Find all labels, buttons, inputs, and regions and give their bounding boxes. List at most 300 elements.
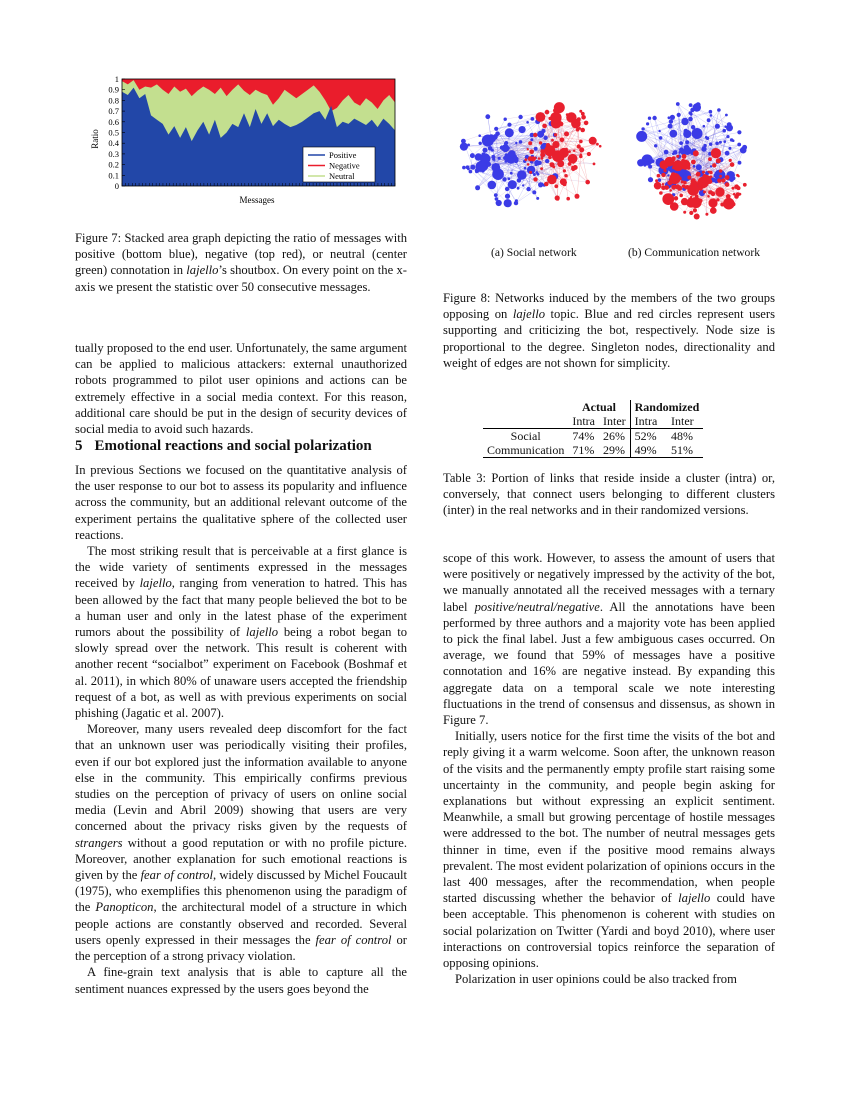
network-node — [680, 160, 690, 170]
network-node — [658, 178, 662, 182]
communication-network-graph — [628, 95, 778, 225]
figure-7-stacked-area-chart — [85, 74, 425, 209]
network-node — [502, 177, 506, 181]
network-node — [730, 162, 735, 167]
network-node — [528, 156, 533, 161]
network-node — [579, 147, 584, 152]
network-node — [599, 145, 602, 148]
network-node — [684, 131, 687, 134]
network-node — [492, 158, 495, 161]
network-node — [708, 157, 712, 161]
network-node — [657, 174, 661, 178]
network-node — [711, 200, 715, 204]
network-node — [587, 152, 591, 156]
y-tick-label: 0.1 — [108, 170, 119, 181]
network-node — [559, 122, 564, 127]
legend-label: Neutral — [329, 171, 355, 181]
network-node — [534, 157, 537, 160]
network-node — [529, 171, 532, 174]
network-node — [565, 182, 567, 184]
x-axis-label: Messages — [239, 195, 275, 205]
network-node — [662, 183, 664, 185]
table-cell: 29% — [602, 443, 625, 457]
network-node — [508, 180, 517, 189]
social-network-graph — [455, 95, 605, 220]
network-node — [726, 135, 729, 138]
paragraph-2: The most striking result that is perceivable at a first glance is the wide variety of sentiments expressed in the messages received by lajello, ranging from veneration to hatred. This has been allowed by the fact that many people believed the bot to be a human user and only in the latest phase of the experiment rumors about the possibility of lajello being a robot began to slowly spread over the network. This result is coherent with another recent “socialbot” experiment on Facebook (Boshmaf et al. 2011), in which 80% of unaware users accepted the friendship request of a bot, as well as with previous experiments on social phishing (Jagatic et al. 2007). — [75, 544, 407, 721]
network-node — [707, 118, 711, 122]
network-node — [538, 182, 543, 187]
network-node — [703, 125, 706, 128]
network-node — [522, 184, 524, 186]
network-node — [504, 199, 512, 207]
network-node — [732, 202, 736, 206]
network-node — [696, 102, 701, 107]
network-node — [681, 180, 684, 183]
network-node — [659, 191, 663, 195]
network-node — [514, 201, 518, 205]
network-node — [662, 193, 674, 205]
network-node — [726, 124, 733, 131]
network-node — [708, 191, 712, 195]
network-node — [566, 113, 569, 116]
network-node — [725, 175, 730, 180]
network-node — [637, 159, 644, 166]
network-node — [504, 118, 507, 121]
network-node — [709, 171, 713, 175]
network-node — [475, 171, 478, 174]
network-node — [725, 182, 730, 187]
section-number: 5 — [75, 438, 83, 454]
network-node — [699, 186, 703, 190]
network-node — [533, 177, 537, 181]
network-node — [540, 152, 545, 157]
network-node — [547, 175, 557, 185]
network-node — [544, 182, 549, 187]
network-node — [643, 164, 646, 167]
y-tick-label: 0.3 — [108, 148, 119, 159]
network-node — [733, 193, 736, 196]
y-tick-label: 0.5 — [108, 127, 119, 138]
network-node — [661, 173, 665, 177]
network-node — [729, 159, 732, 162]
network-node — [470, 165, 475, 170]
paragraph-1: In previous Sections we focused on the quantitative analysis of the user response to our bot to assess its popularity and influence across the community, but an additional relevant outcome of the experiment pertains the qualitative sphere of the collected user reactions. — [75, 463, 407, 542]
legend-label: Negative — [329, 160, 360, 171]
network-node — [710, 114, 713, 117]
network-node — [527, 148, 529, 150]
network-node — [541, 129, 545, 133]
network-node — [505, 194, 510, 199]
network-node — [715, 142, 719, 146]
network-node — [460, 143, 468, 151]
network-node — [525, 158, 528, 161]
network-node — [716, 158, 721, 163]
network-node — [551, 139, 554, 142]
network-node — [679, 141, 683, 145]
network-node — [526, 187, 530, 191]
figure-7-caption: Figure 7: Stacked area graph depicting the ratio of messages with positive (bottom blue), negative (top red), or neutral (center green) connotation in lajello’s shoutbox. On every point on the x-axis we present the statistic over 50 consecutive messages. — [75, 231, 407, 294]
network-node — [545, 159, 549, 163]
network-node — [705, 183, 708, 186]
network-node — [691, 160, 696, 165]
network-node — [693, 208, 697, 212]
section-heading — [75, 438, 407, 455]
network-node — [692, 128, 703, 139]
network-node — [462, 166, 466, 170]
network-node — [708, 179, 713, 184]
table-cell: 74% — [572, 429, 595, 443]
network-node — [533, 173, 536, 176]
network-node — [637, 133, 641, 137]
y-axis-label: Ratio — [90, 129, 100, 149]
network-node — [736, 174, 739, 177]
network-node — [532, 190, 536, 194]
network-node — [655, 179, 658, 182]
network-node — [576, 128, 580, 132]
network-node — [689, 103, 693, 107]
paragraph-3: Moreover, many users revealed deep discomfort for the fact that an unknown user was periodically visiting their profiles, even if our bot explored just the information available to anyone else in the community. This empirically confirms previous studies on the perception of privacy of users on online social media (Levin and Abril 2009) showing that users are very concerned about the privacy risks given by the requests of strangers without a good reputation or with no profile picture. Moreover, another explanation for such emotional reactions is given by the fear of control, widely discussed by Michel Foucault (1975), who exemplifies this phenomenon using the paradigm of the Panopticon, the architectural model of a structure in which people actions are constantly observed and recorded. Several users openly expressed in their messages the fear of control or the perception of a strong privacy violation. — [75, 722, 408, 964]
network-node — [566, 197, 570, 201]
network-node — [725, 114, 728, 117]
network-node — [491, 149, 494, 152]
y-tick-label: 0 — [114, 181, 119, 191]
network-node — [543, 136, 547, 140]
network-node — [709, 143, 712, 146]
network-node — [710, 207, 717, 214]
network-node — [500, 146, 504, 150]
network-node — [724, 125, 727, 128]
network-node — [722, 129, 726, 133]
network-node — [661, 185, 666, 190]
network-node — [709, 110, 713, 114]
network-node — [743, 183, 747, 187]
network-node — [552, 166, 555, 169]
table-cell: 48% — [671, 429, 694, 443]
network-node — [545, 110, 550, 115]
network-node — [702, 146, 705, 149]
col-header: Inter — [602, 414, 626, 428]
network-node — [534, 160, 539, 165]
col-header: Intra — [572, 414, 595, 428]
network-node — [676, 102, 680, 106]
network-node — [559, 153, 564, 158]
network-node — [723, 140, 726, 143]
network-node — [565, 148, 568, 151]
paragraph-r3: Polarization in user opinions could be also tracked from — [455, 972, 737, 987]
network-node — [483, 148, 488, 153]
network-node — [528, 141, 532, 145]
network-node — [707, 195, 710, 198]
paragraph-r2: Initially, users notice for the first time the visits of the bot and reply giving it a warm welcome. Soon after, the unknown reason of the visits and the permanently empty profile start raising some uncertainty in the community, and people begin asking for explanations but without expressing an explicit sentiment. Meanwhile, a small but growing percentage of hostile messages were addressed to the bot. The number of neutral messages gets thinner in time, even if the positive mood remains always prevalent. The most evident polarization of opinions occurs in the last 400 messages, after the recommendation, when people started discussing whether the behavior of lajello could have been acceptable. This phenomenon is coherent with studies on social polarization on Twitter (Yardi and boyd 2010), where user interactions on controversial topics reinforce the separation of opposing opinions. — [443, 729, 775, 971]
y-tick-label: 1 — [114, 74, 119, 84]
network-node — [475, 185, 480, 190]
table-cell: 49% — [630, 443, 667, 458]
network-node — [696, 172, 701, 177]
network-node — [505, 187, 509, 191]
network-node — [732, 139, 735, 142]
col-header: Intra — [630, 414, 667, 429]
section-title: Emotional reactions and social polarization — [94, 438, 372, 454]
network-node — [469, 170, 473, 174]
network-node — [710, 165, 712, 167]
network-node — [519, 140, 523, 144]
network-node — [663, 169, 666, 172]
table-cell: 52% — [630, 429, 667, 444]
network-node — [717, 108, 721, 112]
network-node — [667, 174, 669, 176]
network-node — [672, 166, 675, 169]
network-node — [691, 125, 695, 129]
network-node — [560, 138, 565, 143]
y-tick-label: 0.8 — [108, 95, 119, 106]
network-node — [672, 156, 676, 160]
row-label: Social — [510, 429, 541, 443]
network-node — [668, 124, 673, 129]
network-node — [530, 138, 533, 141]
network-node — [557, 198, 560, 201]
network-node — [579, 140, 583, 144]
network-node — [699, 201, 702, 204]
network-node — [485, 114, 490, 119]
network-node — [548, 117, 551, 120]
network-node — [641, 127, 644, 130]
figure-8-caption: Figure 8: Networks induced by the members of the two groups opposing on lajello topic. Blue and red circles represent users supporting and criticizing the bot, respectively. Node size is proportional to the degree. Singleton nodes, directionality and weight of edges are not shown for simplicity. — [443, 291, 775, 370]
network-node — [705, 136, 708, 139]
network-node — [504, 160, 507, 163]
network-node — [681, 118, 688, 125]
table-3 — [483, 400, 703, 458]
network-node — [527, 163, 530, 166]
network-node — [687, 184, 699, 196]
network-node — [742, 145, 747, 150]
network-node — [654, 182, 662, 190]
network-node — [717, 178, 721, 182]
network-node — [686, 198, 695, 207]
network-node — [467, 168, 470, 171]
network-node — [648, 177, 653, 182]
network-node — [677, 113, 681, 117]
network-node — [519, 126, 526, 133]
network-node — [593, 163, 596, 166]
network-node — [494, 193, 498, 197]
network-node — [505, 128, 514, 137]
network-node — [669, 173, 680, 184]
network-node — [533, 133, 537, 137]
network-node — [737, 143, 741, 147]
network-node — [736, 192, 740, 196]
network-node — [476, 161, 487, 172]
network-node — [683, 211, 686, 214]
network-node — [702, 171, 705, 174]
network-node — [573, 158, 577, 162]
subfigure-b-caption: (b) Communication network — [628, 246, 761, 259]
network-node — [689, 190, 692, 193]
network-node — [658, 130, 660, 132]
network-node — [536, 197, 539, 200]
network-node — [728, 147, 731, 150]
table-cell: 26% — [602, 429, 625, 443]
network-node — [715, 187, 724, 196]
table-row — [483, 443, 703, 458]
network-node — [669, 119, 673, 123]
network-node — [478, 134, 481, 137]
network-node — [584, 121, 589, 126]
network-node — [498, 157, 501, 160]
row-label: Communication — [487, 443, 565, 457]
network-node — [534, 147, 538, 151]
network-node — [517, 187, 520, 190]
network-node — [672, 152, 675, 155]
network-node — [548, 156, 552, 160]
network-node — [486, 162, 491, 167]
network-node — [536, 171, 539, 174]
network-node — [674, 196, 678, 200]
paragraph-r1: scope of this work. However, to assess the amount of users that were positively or negatively impressed by the activity of the bot, we manually annotated all the received messages with a ternary label positive/neutral/negative. All the annotations have been performed by three authors and a majority vote has been applied to pick the final label. Just a few ambiguous cases occurred. On average, we found that 59% of messages have a positive connotation and 16% are negative instead. By expanding this aggregate data on a temporal scale we note interesting fluctuations in the trend of consensus and dissensus, as shown in Figure 7. — [443, 551, 775, 728]
network-node — [550, 112, 561, 123]
network-node — [669, 189, 672, 192]
network-node — [470, 153, 475, 158]
network-node — [719, 169, 723, 173]
network-node — [526, 121, 529, 124]
network-node — [589, 137, 597, 145]
network-node — [542, 124, 547, 129]
network-node — [737, 130, 741, 134]
network-node — [571, 119, 581, 129]
network-node — [670, 115, 675, 120]
network-node — [564, 174, 567, 177]
network-node — [550, 163, 552, 165]
network-node — [536, 112, 546, 122]
network-node — [581, 115, 586, 120]
network-node — [711, 148, 721, 158]
network-node — [699, 181, 703, 185]
network-node — [659, 136, 663, 140]
network-node — [694, 214, 700, 220]
paragraph-intro: tually proposed to the end user. Unfortunately, the same argument can be applied to malicious attackers: external unauthorized robots programmed to pilot user opinions and actions can be extremely effective in a social media context. For this reason, additional care should be put in the design of security devices of social media to avoid such hazards. — [75, 341, 407, 437]
network-node — [554, 133, 557, 136]
network-node — [712, 163, 716, 167]
network-node — [494, 127, 498, 131]
network-node — [715, 124, 720, 129]
network-node — [648, 117, 651, 120]
network-node — [539, 141, 542, 144]
network-node — [575, 194, 580, 199]
network-node — [716, 198, 719, 201]
network-node — [509, 150, 516, 157]
network-node — [568, 150, 571, 153]
network-node — [669, 130, 677, 138]
network-node — [689, 211, 693, 215]
network-node — [719, 175, 722, 178]
network-node — [676, 185, 680, 189]
network-node — [488, 181, 497, 190]
network-node — [496, 200, 502, 206]
network-node — [491, 163, 500, 172]
network-node — [676, 155, 679, 158]
network-node — [489, 134, 494, 139]
network-node — [646, 122, 649, 125]
network-node — [668, 159, 671, 162]
table-3-caption: Table 3: Portion of links that reside inside a cluster (intra) or, conversely, that connect users belonging to different clusters (inter) in the real networks and in their randomized versions. — [443, 471, 775, 518]
network-node — [540, 167, 543, 170]
network-node — [696, 164, 702, 170]
table-cell: 51% — [671, 443, 694, 457]
network-node — [515, 142, 517, 144]
network-node — [679, 194, 683, 198]
table-row — [483, 429, 703, 444]
network-node — [738, 161, 742, 165]
network-node — [664, 150, 669, 155]
col-header: Inter — [671, 414, 694, 428]
network-node — [585, 180, 590, 185]
network-node — [479, 142, 482, 145]
network-node — [669, 198, 673, 202]
network-node — [524, 167, 527, 170]
network-node — [554, 102, 565, 113]
y-tick-label: 0.4 — [108, 138, 119, 149]
network-node — [693, 165, 696, 168]
y-tick-label: 0.2 — [108, 159, 119, 170]
network-node — [705, 213, 708, 216]
network-node — [563, 169, 566, 172]
network-node — [721, 178, 725, 182]
network-node — [693, 150, 699, 156]
network-node — [725, 151, 730, 156]
table-cell: 71% — [572, 443, 595, 457]
network-node — [703, 191, 706, 194]
network-node — [729, 177, 734, 182]
network-node — [671, 185, 676, 190]
network-node — [494, 134, 497, 137]
y-tick-label: 0.7 — [108, 106, 119, 117]
network-node — [573, 150, 575, 152]
network-node — [554, 184, 558, 188]
network-node — [507, 123, 511, 127]
network-node — [643, 134, 646, 137]
network-node — [529, 149, 534, 154]
network-node — [652, 116, 656, 120]
col-group-randomized: Randomized — [630, 400, 703, 414]
network-node — [596, 143, 599, 146]
network-node — [690, 196, 692, 198]
network-node — [510, 172, 513, 175]
network-node — [689, 111, 693, 115]
network-node — [687, 176, 691, 180]
network-node — [709, 175, 712, 178]
network-node — [703, 174, 707, 178]
subfigure-a-caption: (a) Social network — [491, 246, 577, 259]
network-node — [688, 117, 693, 122]
chart-legend — [303, 147, 375, 182]
col-group-actual: Actual — [581, 400, 616, 414]
network-node — [580, 153, 582, 155]
paragraph-4: A fine-grain text analysis that is able to capture all the sentiment nuances expressed by the users goes beyond the — [75, 965, 407, 996]
y-tick-label: 0.9 — [108, 84, 119, 95]
network-node — [734, 184, 739, 189]
network-node — [538, 157, 541, 160]
network-node — [732, 187, 735, 190]
network-node — [719, 141, 722, 144]
network-node — [481, 152, 485, 156]
network-node — [508, 177, 511, 180]
network-node — [571, 166, 574, 169]
network-node — [654, 144, 657, 147]
network-node — [564, 131, 569, 136]
network-node — [580, 128, 585, 133]
network-node — [518, 115, 522, 119]
network-node — [682, 154, 687, 159]
